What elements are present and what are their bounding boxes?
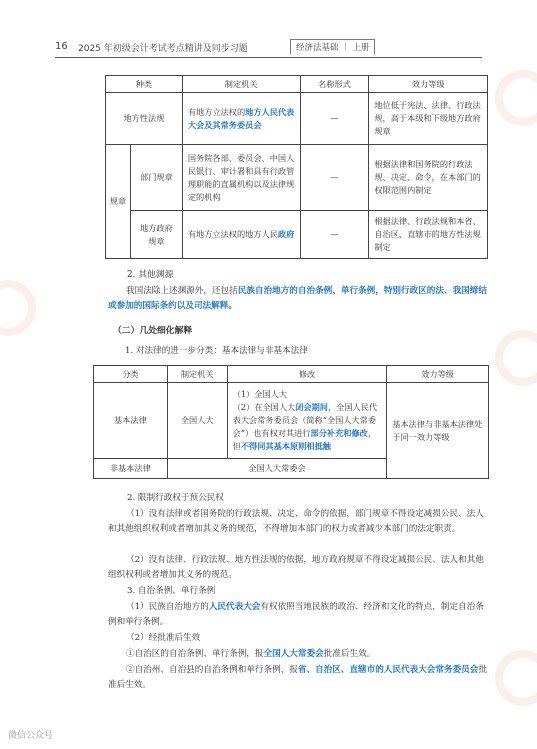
cell-kind: 基本法律 <box>94 383 168 459</box>
subsection-title: 1. 对法律的进一步分类：基本法律与非基本法律 <box>125 346 308 356</box>
subject-tab: 经济法基础 ｜ 上册 <box>290 39 375 54</box>
watermark-label: 微信公众号 <box>8 731 54 741</box>
cell-form: — <box>300 211 369 259</box>
section-title: 3. 自治条例、单行条例 <box>127 586 216 596</box>
paragraph <box>108 647 490 662</box>
cell-kind: 部门规章 <box>130 145 182 211</box>
text-highlight: 全国人大常委会 <box>263 649 324 659</box>
cell-level: 地位低于宪法、法律、行政法规，高于本级和下级地方政府规章 <box>369 93 488 145</box>
cell-org: 全国人大 <box>167 383 227 459</box>
paragraph <box>108 600 490 630</box>
text-highlight: 闭会期间 <box>295 402 328 412</box>
text: ①自治区的自治条例、单行条例，报 <box>126 649 264 659</box>
cell-org: 全国人大常委会 <box>167 459 386 479</box>
cell-form: — <box>300 145 369 211</box>
section-title: （二）几处细化解释 <box>113 326 193 336</box>
org-highlight: 地方人民代表大会及其常务委员会 <box>187 106 295 130</box>
mod-item <box>233 401 382 453</box>
cell-form: — <box>300 93 369 145</box>
cell-level: 根据法律和国务院的行政法规、决定、命令，在本部门的权限范围内制定 <box>369 145 488 211</box>
table-row <box>106 93 488 145</box>
text: ②自治州、自治县的自治条例和单行条例，报 <box>126 665 298 675</box>
cell-org <box>182 93 300 145</box>
text: 有权依照当地民族的政治、经济和文化的特点，制定自治条例和单行条例。 <box>108 602 484 627</box>
cell-level: 根据法律、行政法规和本省、自治区、直辖市的地方性法规制定 <box>369 211 488 259</box>
sources-table <box>105 75 488 259</box>
cell-kind: 地方性法规 <box>106 93 183 145</box>
paragraph <box>108 284 490 314</box>
table-header-row <box>106 76 488 93</box>
org-text: 有地方立法权的 <box>187 106 246 117</box>
cell-org: 国务院各部、委员会、中国人民银行、审计署和具有行政管理职能的直属机构以及法律规定的机构 <box>182 145 300 211</box>
table-header-cell: 制定机关 <box>167 366 227 383</box>
text-highlight: 不得同其基本原则相抵触 <box>240 441 331 451</box>
paragraph: （2）没有法律、行政法规、地方性法规的依据，地方政府规章不得设定减损公民、法人和其他组织权利或者增加其义务的规范。 <box>108 555 484 580</box>
org-text: 有地方立法权的地方人民 <box>187 229 278 239</box>
text: 批准后生效。 <box>323 649 376 659</box>
header-rule <box>55 57 482 58</box>
law-classification-table <box>93 365 489 479</box>
cell-org <box>182 211 300 259</box>
text: 批准后生效。 <box>108 665 487 690</box>
watermark-shape <box>495 650 537 706</box>
cell-group-label: 规章 <box>106 145 131 259</box>
table-header-cell: 分类 <box>94 366 168 383</box>
text-highlight: 人民代表大会 <box>208 602 261 612</box>
mod-item: （1）全国人大 <box>232 389 288 399</box>
watermark-shape <box>0 280 36 336</box>
text-highlight: 部分补充和修改 <box>310 428 368 438</box>
table-row <box>94 383 489 459</box>
section-title: 2. 其他渊源 <box>127 270 174 280</box>
cell-level: 基本法律与非基本法律处于同一效力等级 <box>387 383 489 479</box>
watermark-shape <box>495 70 537 126</box>
org-highlight: 政府 <box>277 229 295 239</box>
table-header-cell: 种类 <box>106 76 183 93</box>
paragraph: （2）经批准后生效 <box>126 633 201 643</box>
page-header <box>0 0 537 60</box>
table-header-cell: 名称形式 <box>300 76 369 93</box>
text: ，全国人民代表大会常务委员会（简称“全国人大常委会”）也有权对其进行 <box>232 402 378 438</box>
watermark-shape <box>495 330 537 386</box>
text-highlight: 民族自治地方的自治条例、单行条例，特别行政区的法、我国缔结或参加的国际条约以及司法解释。 <box>108 286 487 311</box>
cell-kind: 地方政府规章 <box>130 211 182 259</box>
table-row <box>106 145 488 211</box>
table-header-cell: 效力等级 <box>369 76 488 93</box>
section-title: 2. 限制行政权于预公民权 <box>127 493 224 503</box>
cell-kind: 非基本法律 <box>94 459 168 479</box>
table-header-cell: 效力等级 <box>387 366 489 383</box>
text: ，但 <box>232 428 377 451</box>
book-title: 2025 年初级会计考试考点精讲及同步习题 <box>78 44 248 54</box>
cell-mod <box>227 383 387 459</box>
text: 我国法除上述渊源外，还包括 <box>126 286 238 296</box>
text: （1）民族自治地方的 <box>126 602 209 612</box>
text-highlight: 省、自治区、直辖市的人民代表大会常务委员会 <box>297 665 479 675</box>
table-header-cell: 制定机关 <box>182 76 300 93</box>
table-header-row <box>94 366 489 383</box>
text: （2）在全国人大 <box>232 402 296 412</box>
table-row <box>106 211 488 259</box>
page-number: 16 <box>55 41 68 52</box>
table-header-cell: 修改 <box>227 366 387 383</box>
paragraph <box>108 663 490 693</box>
paragraph: （1）没有法律或者国务院的行政法规、决定、命令的依据，部门规章不得设定减损公民、法人和其他组织权利或者增加其义务的规范，不得增加本部门的权力或者减少本部门的法定职责。 <box>108 509 484 534</box>
